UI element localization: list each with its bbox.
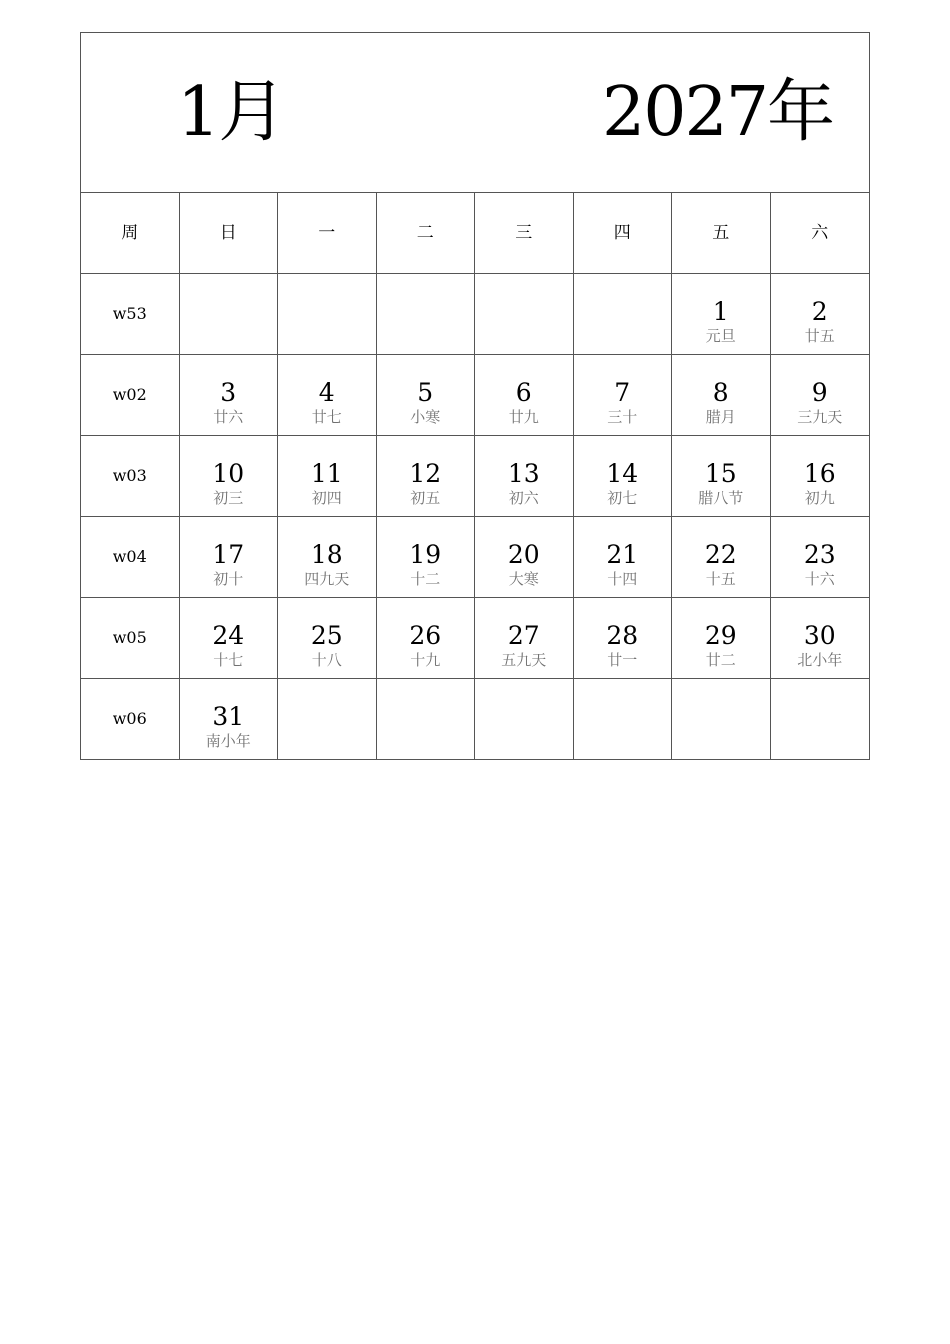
- lunar-date: 三十: [607, 408, 638, 426]
- day-number: 31: [212, 702, 245, 731]
- day-cell: [771, 436, 870, 517]
- lunar-date: 十六: [804, 570, 835, 588]
- day-cell: [180, 517, 279, 598]
- day-number: [475, 274, 573, 297]
- day-number: 28: [606, 621, 639, 650]
- day-number: 11: [310, 459, 343, 488]
- week-number: w02: [81, 355, 180, 436]
- day-number: [771, 679, 870, 702]
- day-cell: [180, 274, 279, 355]
- day-number: 8: [712, 378, 729, 407]
- day-number: 6: [515, 378, 532, 407]
- day-cell: [475, 274, 574, 355]
- day-cell: [475, 355, 574, 436]
- lunar-date: 廿九: [508, 408, 539, 426]
- weekday-header-fri: 五: [672, 193, 771, 274]
- lunar-date: 北小年: [797, 651, 843, 669]
- day-cell: [771, 598, 870, 679]
- day-cell: [377, 355, 476, 436]
- day-number: 22: [704, 540, 737, 569]
- lunar-date: 十五: [705, 570, 736, 588]
- day-cell: [574, 598, 673, 679]
- day-cell: [278, 355, 377, 436]
- lunar-date: 廿七: [311, 408, 342, 426]
- day-number: 1: [712, 297, 729, 326]
- day-number: 3: [220, 378, 237, 407]
- day-number: 10: [212, 459, 245, 488]
- lunar-date: 廿六: [213, 408, 244, 426]
- weekday-header-sat: 六: [771, 193, 870, 274]
- day-number: 18: [310, 540, 343, 569]
- week-number: w53: [81, 274, 180, 355]
- day-cell: [771, 517, 870, 598]
- calendar-grid: [81, 193, 869, 759]
- day-number: 30: [803, 621, 836, 650]
- day-cell: [377, 517, 476, 598]
- day-number: 20: [507, 540, 540, 569]
- lunar-date: 十四: [607, 570, 638, 588]
- day-number: [574, 274, 672, 297]
- day-cell: [475, 598, 574, 679]
- month-title: 1月: [177, 73, 285, 152]
- day-number: [180, 274, 278, 297]
- day-cell: [377, 436, 476, 517]
- weekday-header-sun: 日: [180, 193, 279, 274]
- weekday-header-thu: 四: [574, 193, 673, 274]
- lunar-date: 十九: [410, 651, 441, 669]
- day-cell: [278, 598, 377, 679]
- lunar-date: 初六: [508, 489, 539, 507]
- lunar-date: 四九天: [304, 570, 350, 588]
- day-cell: [672, 436, 771, 517]
- day-cell: [377, 274, 476, 355]
- day-number: 13: [507, 459, 540, 488]
- weekday-header-wed: 三: [475, 193, 574, 274]
- day-cell: [574, 355, 673, 436]
- day-cell: [574, 436, 673, 517]
- day-cell: [574, 679, 673, 759]
- day-number: 29: [704, 621, 737, 650]
- day-number: 24: [212, 621, 245, 650]
- lunar-date: 十七: [213, 651, 244, 669]
- day-cell: [672, 517, 771, 598]
- lunar-date: 五九天: [501, 651, 547, 669]
- day-number: [672, 679, 770, 702]
- lunar-date: 廿二: [705, 651, 736, 669]
- day-number: 9: [811, 378, 828, 407]
- day-number: 19: [409, 540, 442, 569]
- day-cell: [574, 517, 673, 598]
- day-cell: [278, 436, 377, 517]
- lunar-date: 三九天: [797, 408, 843, 426]
- lunar-date: 初四: [311, 489, 342, 507]
- day-cell: [278, 679, 377, 759]
- lunar-date: 元旦: [705, 327, 736, 345]
- day-number: 16: [803, 459, 836, 488]
- day-number: 26: [409, 621, 442, 650]
- day-number: 25: [310, 621, 343, 650]
- week-number: w03: [81, 436, 180, 517]
- day-number: [278, 679, 376, 702]
- day-cell: [180, 355, 279, 436]
- day-number: [278, 274, 376, 297]
- day-number: 5: [417, 378, 434, 407]
- week-number: w06: [81, 679, 180, 759]
- day-cell: [278, 274, 377, 355]
- lunar-date: 腊八节: [698, 489, 744, 507]
- day-number: [574, 679, 672, 702]
- lunar-date: 南小年: [205, 732, 251, 750]
- lunar-date: 初九: [804, 489, 835, 507]
- day-number: 15: [704, 459, 737, 488]
- day-cell: [278, 517, 377, 598]
- lunar-date: 初三: [213, 489, 244, 507]
- day-cell: [771, 274, 870, 355]
- day-cell: [672, 274, 771, 355]
- lunar-date: 初十: [213, 570, 244, 588]
- week-number: w05: [81, 598, 180, 679]
- day-cell: [377, 598, 476, 679]
- weekday-header-mon: 一: [278, 193, 377, 274]
- day-cell: [475, 436, 574, 517]
- day-cell: [672, 679, 771, 759]
- calendar: [80, 32, 870, 760]
- lunar-date: 腊月: [705, 408, 736, 426]
- day-cell: [377, 679, 476, 759]
- day-number: 4: [318, 378, 335, 407]
- lunar-date: 大寒: [508, 570, 539, 588]
- day-cell: [771, 355, 870, 436]
- day-cell: [180, 679, 279, 759]
- lunar-date: 十二: [410, 570, 441, 588]
- day-number: [377, 679, 475, 702]
- day-number: 27: [507, 621, 540, 650]
- lunar-date: 初七: [607, 489, 638, 507]
- day-cell: [180, 436, 279, 517]
- day-cell: [672, 598, 771, 679]
- day-number: [377, 274, 475, 297]
- day-cell: [574, 274, 673, 355]
- day-number: 2: [811, 297, 828, 326]
- day-number: [475, 679, 573, 702]
- lunar-date: 十八: [311, 651, 342, 669]
- year-title: 2027年: [601, 73, 833, 152]
- day-cell: [672, 355, 771, 436]
- day-number: 23: [803, 540, 836, 569]
- day-cell: [771, 679, 870, 759]
- calendar-header: [81, 33, 869, 193]
- day-number: 7: [614, 378, 631, 407]
- day-number: 21: [606, 540, 639, 569]
- day-cell: [475, 517, 574, 598]
- day-number: 14: [606, 459, 639, 488]
- lunar-date: 廿五: [804, 327, 835, 345]
- day-cell: [475, 679, 574, 759]
- day-number: 17: [212, 540, 245, 569]
- lunar-date: 小寒: [410, 408, 441, 426]
- lunar-date: 初五: [410, 489, 441, 507]
- lunar-date: 廿一: [607, 651, 638, 669]
- day-cell: [180, 598, 279, 679]
- day-number: 12: [409, 459, 442, 488]
- week-number: w04: [81, 517, 180, 598]
- weekday-header-tue: 二: [377, 193, 476, 274]
- weekday-header-week: 周: [81, 193, 180, 274]
